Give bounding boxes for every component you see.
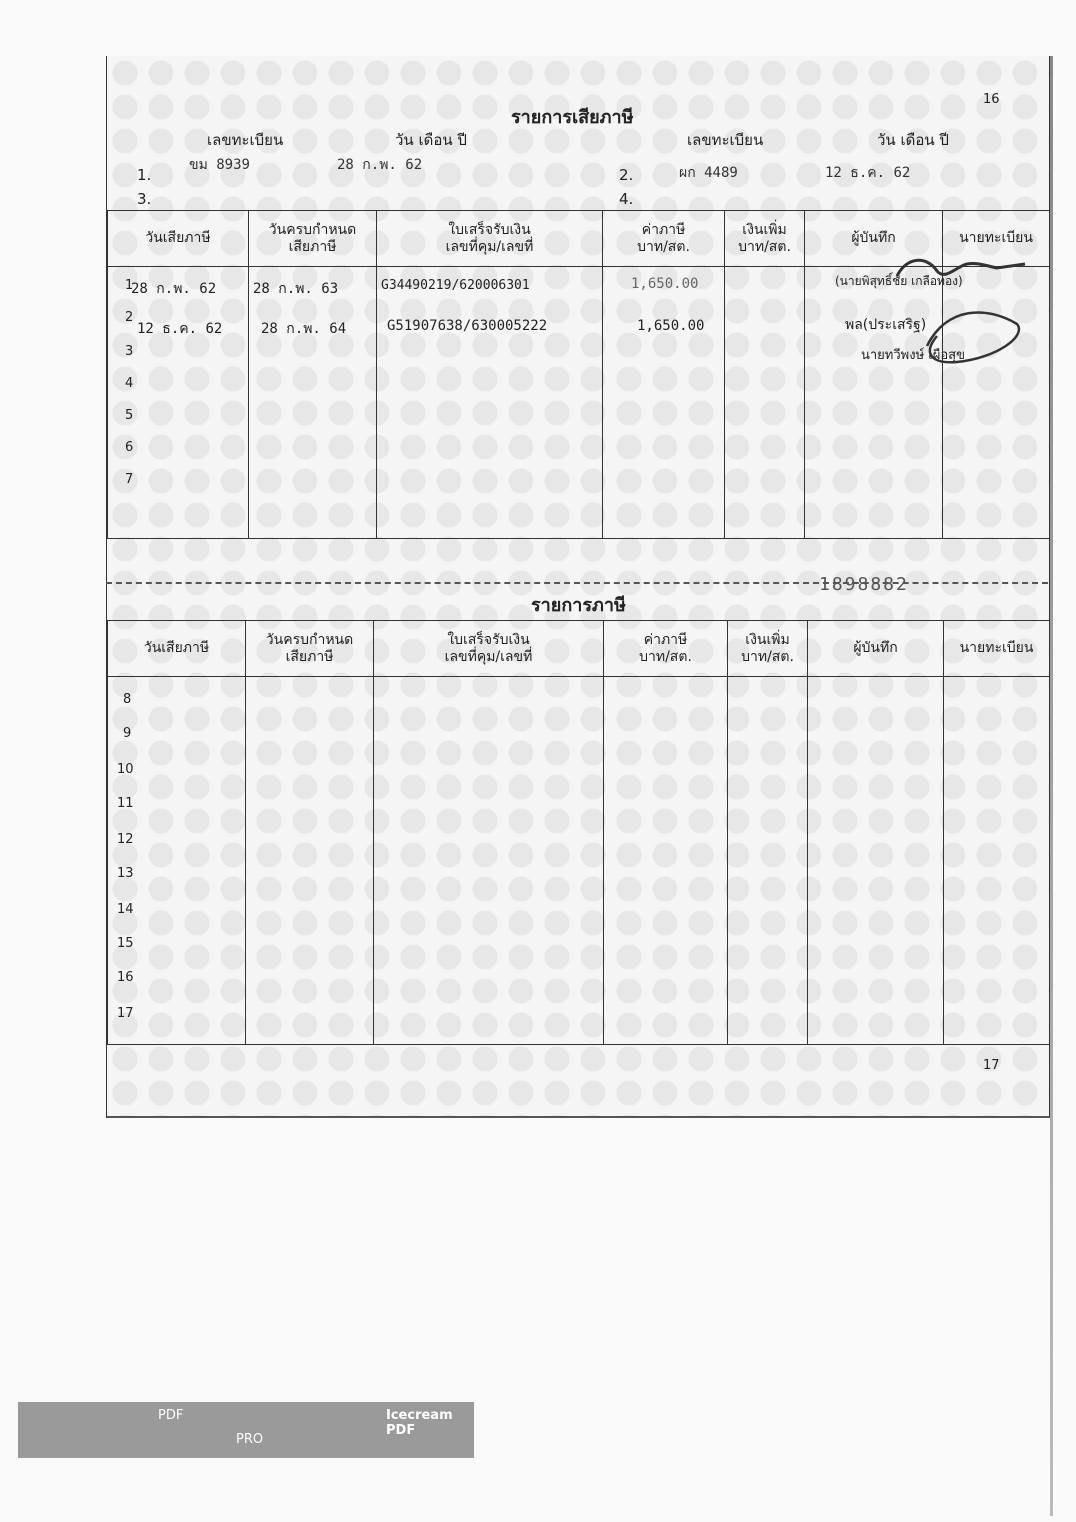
row-number: 15 [117,936,134,951]
date-label-1: วัน เดือน ปี [395,131,467,149]
row-number: 10 [117,762,134,777]
tax-list-table [107,620,1050,1045]
row-number: 4 [125,376,134,391]
reg-label-2: เลขทะเบียน [687,131,764,149]
row-recorder: นายทวีพงษ์ เผือสุข [861,348,965,363]
entry-no: 4. [619,190,634,208]
col-receipt: ใบเสร็จรับเงิน เลขที่คุม/เลขที่ [374,621,604,677]
section-title-tax-list: รายการภาษี [531,595,626,616]
row-paid-date: 28 ก.พ. 62 [131,281,217,297]
row-number: 17 [117,1006,134,1021]
col-registrar: นายทะเบียน [944,621,1050,677]
row-number: 12 [117,832,134,847]
page-number-bottom: 17 [983,1058,1000,1073]
col-extra: เงินเพิ่ม บาท/สต. [725,211,805,267]
entry-plate: ผก 4489 [679,165,738,181]
row-due-date: 28 ก.พ. 64 [261,321,347,337]
col-extra: เงินเพิ่ม บาท/สต. [728,621,808,677]
tax-record-page [106,56,1050,1118]
cut-line [106,582,1048,584]
row-number: 7 [125,472,134,487]
entry-date: 12 ธ.ค. 62 [825,165,911,181]
col-recorder: ผู้บันทึก [805,211,943,267]
page-number-top: 16 [983,92,1000,107]
cut-number: 1898882 [819,574,909,595]
row-recorder: (นายพิสุทธิ์ชัย เกลือทอง) [835,274,963,288]
row-tax: 1,650.00 [637,318,705,334]
col-paid-date: วันเสียภาษี [108,211,249,267]
row-due-date: 28 ก.พ. 63 [253,281,339,297]
entry-no: 1. [137,166,152,184]
row-recorder: พล(ประเสริฐ) [845,317,927,333]
scan-edge [1050,56,1053,1516]
row-number: 8 [123,692,132,707]
entry-no: 3. [137,190,152,208]
row-number: 2 [125,310,134,325]
row-receipt: G51907638/630005222 [387,318,548,334]
row-number: 1 [125,278,134,293]
row-number: 3 [125,344,134,359]
entry-plate: ขม 8939 [189,157,250,173]
row-number: 11 [117,796,134,811]
row-number: 13 [117,866,134,881]
row-number: 16 [117,970,134,985]
col-registrar: นายทะเบียน [943,211,1050,267]
section-title-tax-payment: รายการเสียภาษี [511,107,634,128]
row-paid-date: 12 ธ.ค. 62 [137,321,223,337]
signature-mark [827,246,1027,366]
row-receipt: G34490219/620006301 [381,278,530,293]
date-label-2: วัน เดือน ปี [877,131,949,149]
watermark-banner [18,1402,474,1458]
col-due-date: วันครบกำหนด เสียภาษี [249,211,377,267]
col-receipt: ใบเสร็จรับเงิน เลขที่คุม/เลขที่ [377,211,603,267]
reg-label-1: เลขทะเบียน [207,131,284,149]
row-number: 5 [125,408,134,423]
col-recorder: ผู้บันทึก [808,621,944,677]
watermark-text: Icecream PDF [386,1408,453,1438]
row-tax: 1,650.00 [631,276,699,292]
watermark-text: PRO [236,1432,264,1447]
col-tax: ค่าภาษี บาท/สต. [603,211,725,267]
watermark-text: PDF [158,1408,184,1423]
row-number: 6 [125,440,134,455]
entry-no: 2. [619,166,634,184]
row-number: 9 [123,726,132,741]
col-tax: ค่าภาษี บาท/สต. [604,621,728,677]
row-number: 14 [117,902,134,917]
col-paid-date: วันเสียภาษี [108,621,246,677]
entry-date: 28 ก.พ. 62 [337,157,423,173]
col-due-date: วันครบกำหนด เสียภาษี [246,621,374,677]
